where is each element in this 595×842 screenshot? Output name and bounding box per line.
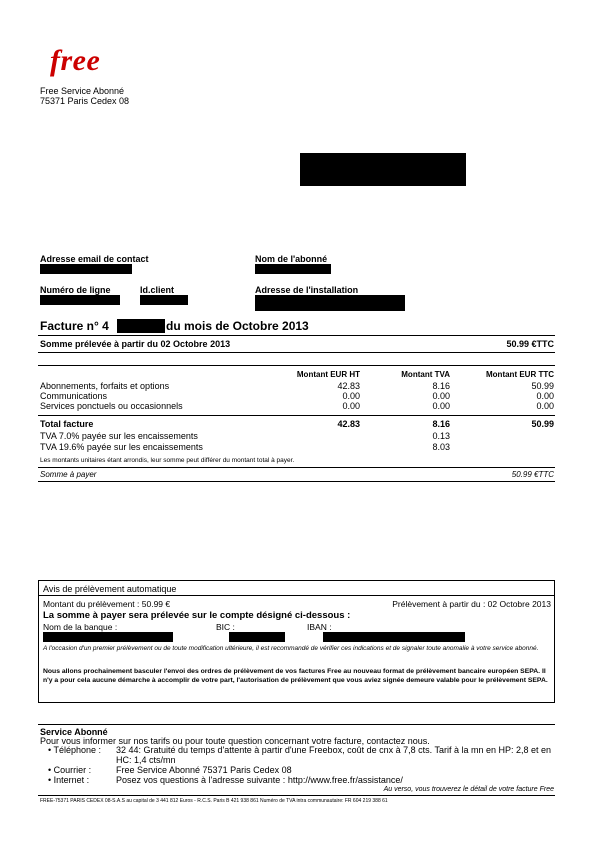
redacted-bank-name [43, 632, 173, 642]
pay-amount: 50.99 €TTC [511, 470, 554, 479]
web-text-content[interactable]: Posez vos questions à l'adresse suivante : http://www.free.fr/assistance/ [116, 775, 403, 785]
divider [38, 352, 555, 353]
client-label: Id.client [140, 285, 175, 295]
debit-notice-box [38, 580, 555, 703]
sender-address [40, 86, 129, 106]
web-text [116, 775, 403, 785]
phone-label: • Téléphone : [48, 745, 102, 755]
row-ttc: 50.99 [531, 381, 554, 391]
legal-footer: FREE-75371 PARIS CEDEX 08-S.A.S au capital de 3 441 812 Euros - R.C.S. Paris B 421 938 861 Numéro de TVA intra communautaire: FR 604 219 388 61 [40, 798, 388, 804]
row-tva: 8.16 [432, 381, 450, 391]
email-label: Adresse email de contact [40, 254, 149, 264]
install-label: Adresse de l'installation [255, 285, 359, 295]
bic-label: BIC : [216, 622, 235, 632]
divider [38, 481, 555, 482]
redacted-bic [229, 632, 285, 642]
service-title: Service Abonné [40, 727, 108, 737]
total-label: Total facture [40, 419, 94, 429]
line-label: Numéro de ligne [40, 285, 111, 295]
debit-notice-headline: La somme à payer sera prélevée sur le compte désigné ci-dessous : [43, 610, 351, 621]
row-ht: 0.00 [342, 401, 360, 411]
service-intro: Pour vous informer sur nos tarifs ou pour toute question concernant votre facture, contactez nous. [40, 736, 430, 746]
row-ttc: 0.00 [536, 391, 554, 401]
redacted-invoice-number [117, 319, 165, 333]
table-row [40, 381, 183, 411]
total-ht: 42.83 [337, 419, 360, 429]
redacted-email [40, 264, 132, 274]
divider [38, 335, 555, 336]
ht-column [300, 381, 360, 411]
row-ht: 0.00 [342, 391, 360, 401]
divider [38, 467, 555, 468]
sepa-notice: Nous allons prochainement basculer l'envoi des ordres de prélèvement de vos factures Free au nouveau format de prélèvement bancaire européen SEPA. Il n'y a pour cela aucune démarche à accomplir de votre part, l'autorisation de prélèvement que vous aviez signée demeure valable pour le prélèvement SEPA. [43, 668, 548, 684]
subscriber-label: Nom de l'abonné [255, 254, 328, 264]
bank-label: Nom de la banque : [43, 622, 118, 632]
debit-notice-date: Prélèvement à partir du : 02 Octobre 2013 [392, 599, 551, 609]
sender-line2: 75371 Paris Cedex 08 [40, 96, 130, 106]
debit-notice-amount: Montant du prélèvement : 50.99 € [43, 599, 171, 609]
total-ttc: 50.99 [531, 419, 554, 429]
phone-text: 32 44: Gratuité du temps d'attente à partir d'une Freebox, coût de cnx à 7,8 cts. Tarif à la mn en HP: 2,8 et en HC: 1,4 cts/mn [116, 745, 552, 765]
row-ht: 42.83 [337, 381, 360, 391]
divider [38, 724, 555, 725]
header-tva: Montant TVA [401, 370, 450, 379]
redacted-install-address [255, 295, 405, 311]
divider [39, 595, 554, 596]
redacted-client-id [140, 295, 188, 305]
divider [38, 365, 555, 366]
iban-label: IBAN : [307, 622, 332, 632]
row-tva: 0.00 [432, 401, 450, 411]
vat-value: 0.13 [432, 431, 450, 441]
row-ttc: 0.00 [536, 401, 554, 411]
free-logo: free [50, 44, 101, 77]
web-label: • Internet : [48, 775, 90, 785]
header-ttc: Montant EUR TTC [486, 370, 554, 379]
debit-amount: 50.99 €TTC [506, 339, 554, 349]
header-ht: Montant EUR HT [296, 370, 360, 379]
vat-label: TVA 19.6% payée sur les encaissements [40, 442, 203, 452]
divider [38, 795, 555, 796]
row-label: Communications [40, 391, 108, 401]
row-label: Abonnements, forfaits et options [40, 381, 170, 391]
redacted-line-number [40, 295, 120, 305]
ttc-column [494, 381, 554, 411]
row-tva: 0.00 [432, 391, 450, 401]
pay-label: Somme à payer [40, 470, 97, 479]
invoice-title-prefix: Facture n° 4 [40, 319, 109, 333]
verso-note: Au verso, vous trouverez le détail de votre facture Free [383, 786, 554, 793]
rounding-note: Les montants unitaires étant arrondis, leur somme peut différer du montant total à payer. [40, 457, 295, 464]
redacted-recipient-address [300, 153, 466, 186]
vat-label: TVA 7.0% payée sur les encaissements [40, 431, 198, 441]
divider [38, 415, 555, 416]
mail-label: • Courrier : [48, 765, 92, 775]
vat-values [390, 431, 450, 453]
tva-column [390, 381, 450, 411]
invoice-title-suffix: du mois de Octobre 2013 [166, 319, 309, 333]
row-label: Services ponctuels ou occasionnels [40, 401, 183, 411]
vat-labels [40, 431, 203, 453]
debit-notice-title: Avis de prélèvement automatique [43, 584, 177, 594]
debit-warning: A l'occasion d'un premier prélèvement ou de toute modification ultérieure, il est recommandé de vérifier ces indications et de signaler toute anomalie à votre service abonné. [43, 645, 539, 652]
redacted-subscriber [255, 264, 331, 274]
vat-value: 8.03 [432, 442, 450, 452]
debit-line: Somme prélevée à partir du 02 Octobre 2013 [40, 339, 231, 349]
sender-line1: Free Service Abonné [40, 86, 125, 96]
total-tva: 8.16 [432, 419, 450, 429]
redacted-iban [323, 632, 465, 642]
mail-text: Free Service Abonné 75371 Paris Cedex 08 [116, 765, 292, 775]
